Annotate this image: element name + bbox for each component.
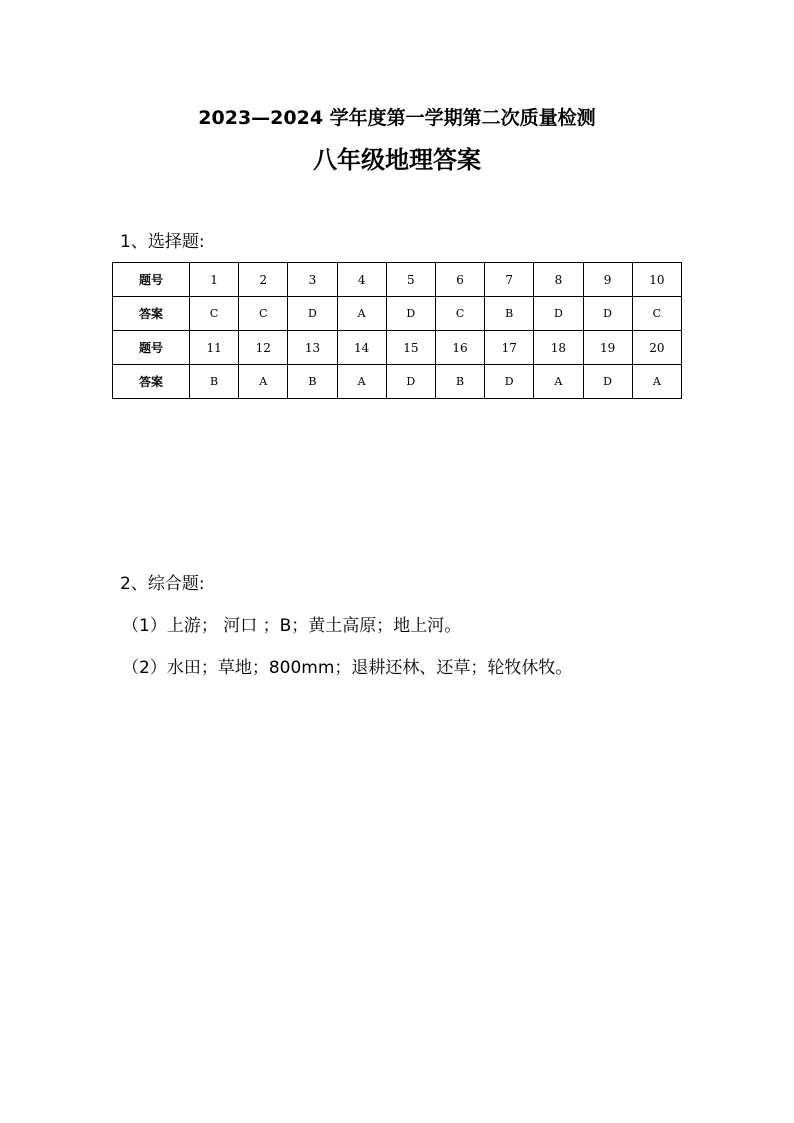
table-row [113, 365, 682, 399]
question-number-cell: 11 [190, 331, 239, 365]
answer-cell: D [485, 365, 534, 399]
table-row [113, 297, 682, 331]
question-number-cell: 2 [239, 263, 288, 297]
question-number-cell: 7 [485, 263, 534, 297]
comprehensive-answer-1: （1）上游； 河口 ；B；黄土高原；地上河。 [122, 616, 462, 636]
answer-cell: C [632, 297, 681, 331]
answer-cell: C [239, 297, 288, 331]
answer-cell: A [534, 365, 583, 399]
answer-cell: D [288, 297, 337, 331]
page-title: 2023—2024 学年度第一学期第二次质量检测 [198, 107, 596, 129]
answer-cell: A [632, 365, 681, 399]
answer-cell: D [386, 297, 435, 331]
answer-cell: B [288, 365, 337, 399]
page-subtitle: 八年级地理答案 [313, 146, 481, 174]
answer-cell: B [190, 365, 239, 399]
question-number-cell: 16 [435, 331, 484, 365]
row-label: 题号 [113, 263, 190, 297]
answer-cell: D [583, 297, 632, 331]
answer-cell: B [435, 365, 484, 399]
answer-cell: D [583, 365, 632, 399]
comprehensive-answer-2: （2）水田；草地；800mm；退耕还林、还草；轮牧休牧。 [122, 658, 573, 678]
answer-cell: C [190, 297, 239, 331]
question-number-cell: 17 [485, 331, 534, 365]
row-label: 答案 [113, 297, 190, 331]
answer-cell: A [337, 297, 386, 331]
question-number-cell: 10 [632, 263, 681, 297]
question-number-cell: 19 [583, 331, 632, 365]
section-heading-choice: 1、选择题: [120, 232, 205, 252]
table-row [113, 263, 682, 297]
answer-cell: A [337, 365, 386, 399]
question-number-cell: 8 [534, 263, 583, 297]
answer-cell: C [435, 297, 484, 331]
answer-table [112, 262, 682, 399]
question-number-cell: 15 [386, 331, 435, 365]
section-heading-comprehensive: 2、综合题: [120, 574, 205, 594]
answer-cell: B [485, 297, 534, 331]
question-number-cell: 12 [239, 331, 288, 365]
question-number-cell: 14 [337, 331, 386, 365]
row-label: 题号 [113, 331, 190, 365]
answer-cell: A [239, 365, 288, 399]
question-number-cell: 9 [583, 263, 632, 297]
answer-cell: D [386, 365, 435, 399]
question-number-cell: 6 [435, 263, 484, 297]
table-row [113, 331, 682, 365]
answer-cell: D [534, 297, 583, 331]
question-number-cell: 18 [534, 331, 583, 365]
question-number-cell: 4 [337, 263, 386, 297]
question-number-cell: 5 [386, 263, 435, 297]
question-number-cell: 13 [288, 331, 337, 365]
question-number-cell: 20 [632, 331, 681, 365]
question-number-cell: 1 [190, 263, 239, 297]
question-number-cell: 3 [288, 263, 337, 297]
row-label: 答案 [113, 365, 190, 399]
